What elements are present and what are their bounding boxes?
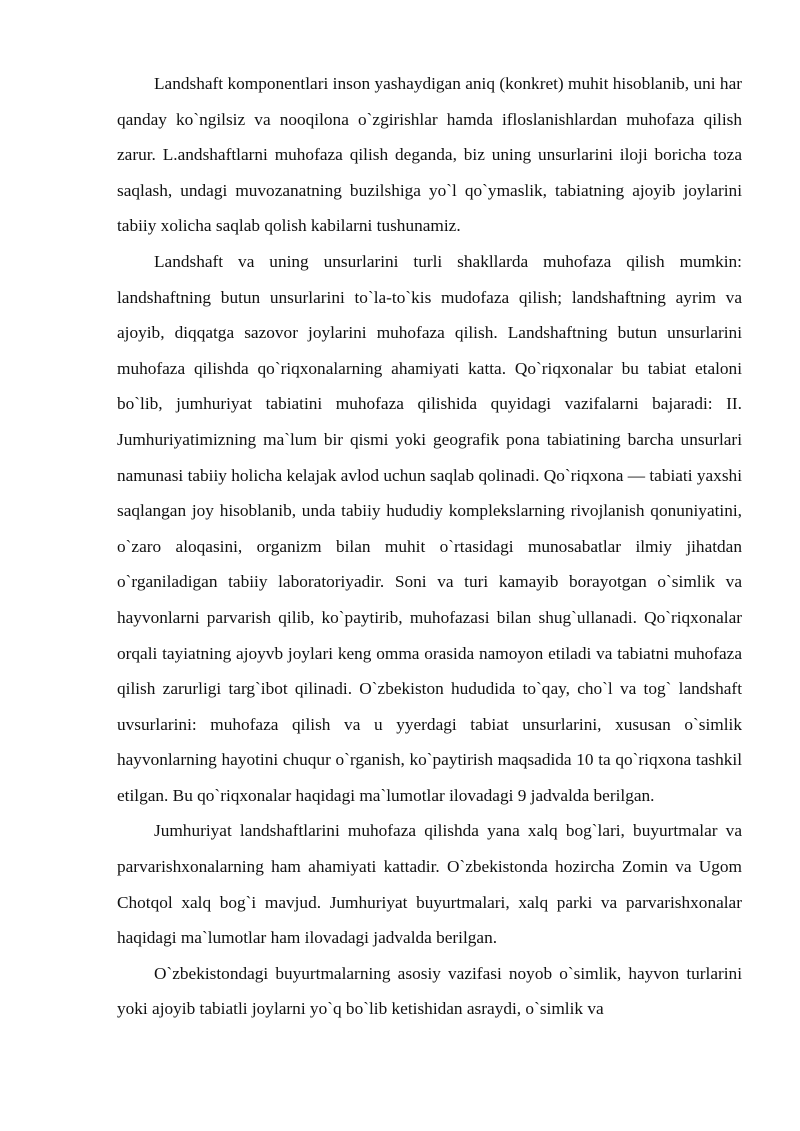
paragraph-1: Landshaft komponentlari inson yashaydigan aniq (konkret) muhit hisoblanib, uni har qanday ko`ngilsiz va nooqilona o`zgirishlar hamda ifloslanishlardan muhofaza qilish zarur. L.andshaftlarni muhofaza qilish deganda, biz uning unsurlarini iloji boricha toza saqlash, undagi muvozanatning buzilshiga yo`l qo`ymaslik, tabiatning ajoyib joylarini tabiiy xolicha saqlab qolish kabilarni tushunamiz. — [117, 74, 742, 236]
paragraph-3: Jumhuriyat landshaftlarini muhofaza qilishda yana xalq bog`lari, buyurtmalar va parvarishxonalarning ham ahamiyati kattadir. O`zbekistonda hozircha Zomin va Ugom Chotqol xalq bog`i mavjud. Jumhuriyat buyurtmalari, xalq parki va parvarishxonalar haqidagi ma`lumotlar ham ilovadagi jadvalda berilgan. — [117, 821, 742, 948]
paragraph-2: Landshaft va uning unsurlarini turli shakllarda muhofaza qilish mumkin: landshaftning butun unsurlarini to`la-to`kis mudofaza qilish; landshaftning ayrim va ajoyib, diqqatga sazovor joylarini muhofaza qilish. Landshaftning butun unsurlarini muhofaza qilishda qo`riqxonalarning ahamiyati katta. Qo`riqxonalar bu tabiat etaloni bo`lib, jumhuriyat tabiatini muhofaza qilishida quyidagi vazifalarni bajaradi: II. Jumhuriyatimizning ma`lum bir qismi yoki geografik pona tabiatining barcha unsurlari namunasi tabiiy holicha kelajak avlod uchun saqlab qolinadi. Qo`riqxona — tabiati yaxshi saqlangan joy hisoblanib, unda tabiiy hududiy komplekslarning rivojlanish qonuniyatini, o`zaro aloqasini, organizm bilan muhit o`rtasidagi munosabatlar ilmiy jihatdan o`rganiladigan tabiiy laboratoriyadir. Soni va turi kamayib borayotgan o`simlik va hayvonlarni parvarish qilib, ko`paytirib, muhofazasi bilan shug`ullanadi. Qo`riqxonalar orqali tayiatning ajoyvb joylari keng omma orasida namoyon etiladi va tabiatni muhofaza qilish zarurligi targ`ibot qilinadi. O`zbekiston hududida to`qay, cho`l va tog` landshaft uvsurlarini: muhofaza qilish va u yyerdagi tabiat unsurlarini, xususan o`simlik hayvonlarning hayotini chuqur o`rganish, ko`paytirish maqsadida 10 ta qo`riqxona tashkil etilgan. Bu qo`riqxonalar haqidagi ma`lumotlar ilovadagi 9 jadvalda berilgan. — [117, 251, 742, 805]
paragraph-4: O`zbekistondagi buyurtmalarning asosiy vazifasi noyob o`simlik, hayvon turlarini yoki ajoyib tabiatli joylarni yo`q bo`lib ketishidan asraydi, o`simlik va — [117, 963, 742, 1019]
body-text — [117, 66, 742, 1027]
